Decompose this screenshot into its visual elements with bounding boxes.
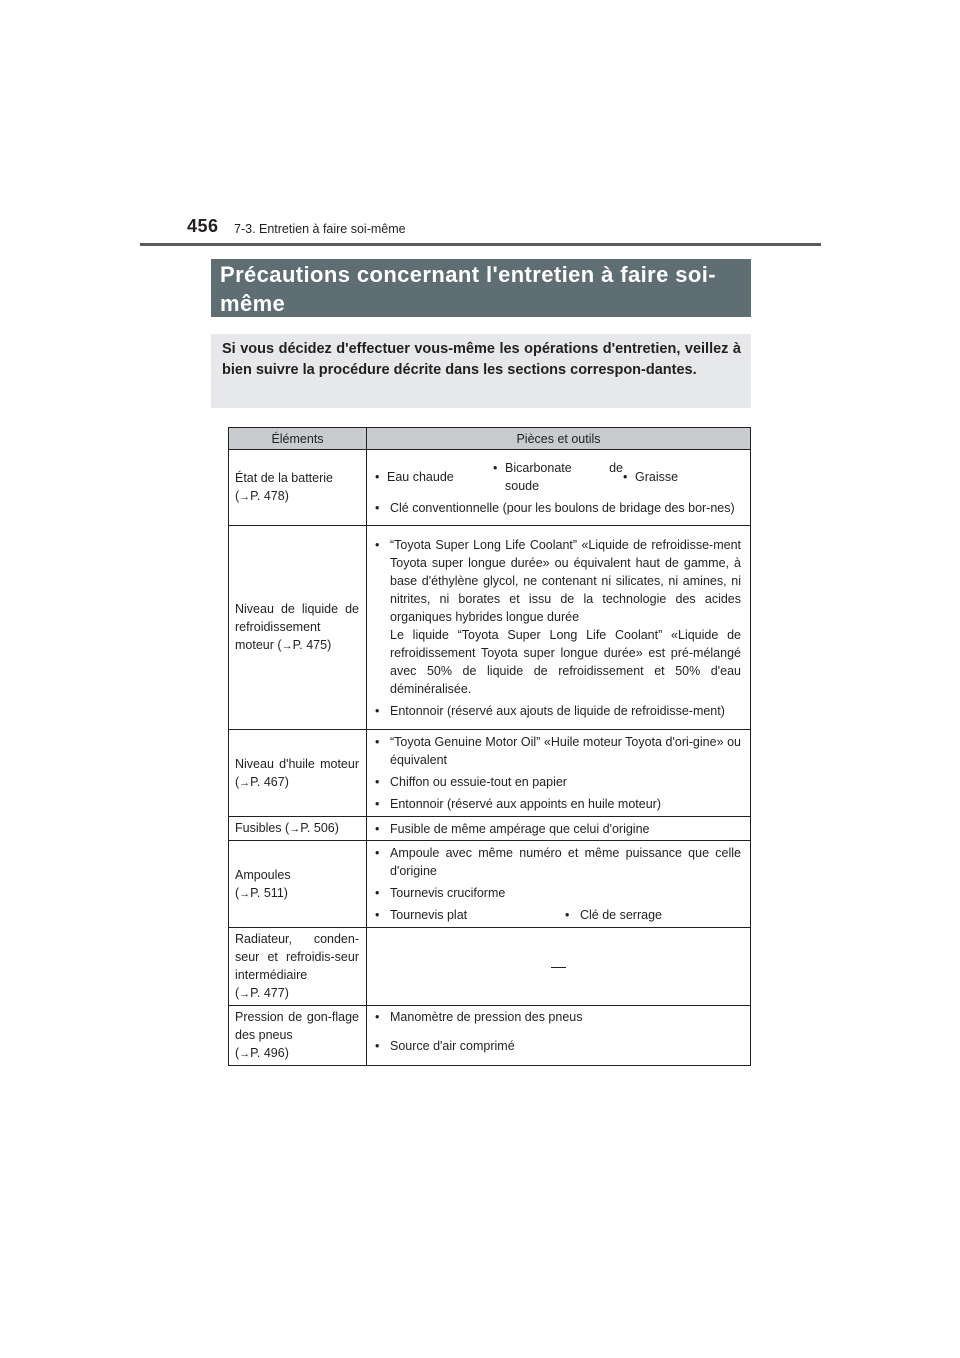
em-dash-icon (551, 967, 566, 968)
bullet-icon: • (375, 908, 380, 922)
item-cell (229, 1006, 367, 1066)
tool-item: Clé conventionnelle (pour les boulons de bridage des bor-nes) (390, 500, 735, 515)
tool-item: Chiffon ou essuie-tout en papier (390, 775, 567, 789)
tool-bullet (375, 536, 741, 626)
tool-item: “Toyota Genuine Motor Oil” «Huile moteur Toyota d'ori-gine» ou équivalent (390, 735, 741, 767)
tool-item: Fusible de même ampérage que celui d'origine (390, 821, 650, 836)
table-row (229, 1006, 751, 1066)
arrow-icon: → (239, 988, 251, 1000)
item-label: Ampoules (235, 867, 291, 882)
bullet-icon: • (375, 886, 380, 900)
page-reference: (→P. 511) (235, 885, 288, 900)
tool-bullet (375, 1008, 741, 1026)
bullet-icon: • (623, 469, 628, 484)
page-reference: (→P. 496) (235, 1046, 289, 1060)
bullet-icon: • (375, 821, 380, 836)
bullet-icon: • (375, 1039, 380, 1053)
tool-item: Entonnoir (réservé aux ajouts de liquide de refroidisse-ment) (390, 703, 725, 718)
tool-bullet (375, 773, 741, 791)
item-label: Niveau de liquide de refroidissement moteur (235, 602, 359, 652)
tools-table (228, 427, 751, 1066)
tool-item: Graisse (635, 469, 679, 484)
page-reference: (→P. 467) (235, 774, 289, 789)
item-cell (229, 817, 367, 841)
table-row (229, 928, 751, 1006)
page-reference: (→P. 475) (277, 638, 332, 652)
tool-bullet (375, 884, 741, 902)
tool-item: Tournevis cruciforme (390, 886, 506, 900)
tool-item: Eau chaude (387, 469, 454, 484)
tool-note-text: Le liquide “Toyota Super Long Life Coolant” «Liquide de refroidissement Toyota super longue durée» est pré-mélangé avec 50% de liquide de refroidissement et 50% d'eau déminéralisée. (390, 627, 741, 696)
arrow-icon: → (239, 1048, 251, 1060)
tool-item: Source d'air comprimé (390, 1039, 515, 1053)
tools-cell (367, 841, 751, 928)
tools-cell (367, 450, 751, 526)
table-header-row (229, 428, 751, 450)
header-rule (140, 243, 821, 246)
arrow-icon: → (239, 887, 251, 900)
page-reference: (→P. 478) (235, 489, 289, 503)
bullet-icon: • (375, 469, 380, 484)
tool-bullet (375, 1037, 741, 1055)
header-parts-tools: Pièces et outils (367, 428, 751, 450)
tools-cell (367, 817, 751, 841)
tool-item: Clé de serrage (580, 908, 662, 922)
tool-item: Bicarbonate de soude (505, 460, 623, 493)
table-row (229, 450, 751, 526)
page-reference: (→P. 477) (235, 986, 289, 1000)
tools-inline-row (375, 459, 741, 495)
tool-item: Tournevis plat (390, 908, 468, 922)
bullet-icon: • (375, 735, 380, 749)
item-cell (229, 450, 367, 526)
tools-cell (367, 1006, 751, 1066)
tool-item: Manomètre de pression des pneus (390, 1010, 583, 1024)
tools-cell-empty (367, 928, 751, 1006)
tools-cell (367, 526, 751, 730)
tool-bullet (375, 820, 741, 838)
arrow-icon: → (281, 640, 293, 652)
section-reference: 7-3. Entretien à faire soi-même (234, 222, 406, 236)
table-row (229, 526, 751, 730)
intro-box: Si vous décidez d'effectuer vous-même les opérations d'entretien, veillez à bien suivre la procédure décrite dans les sections correspon-dantes. (211, 334, 751, 408)
page-reference: (→P. 506) (285, 821, 339, 835)
bullet-icon: • (375, 703, 380, 718)
tool-bullet (375, 702, 741, 720)
item-cell (229, 730, 367, 817)
tool-bullet (375, 795, 741, 813)
tool-item: Ampoule avec même numéro et même puissance que celle d'origine (390, 846, 741, 878)
page-number: 456 (187, 216, 219, 236)
tool-note (375, 626, 741, 698)
item-label: Fusibles (235, 821, 282, 835)
item-label: Niveau d'huile moteur (235, 756, 359, 771)
tool-item: “Toyota Super Long Life Coolant” «Liquide de refroidisse-ment Toyota super longue durée» ou équivalent haut de gamme, à base d'éthylène glycol, ne contenant ni silicates, ni amines, ni nitrites, ni borates et issu de la technologie des acides organiques hybrides longue durée (390, 537, 741, 624)
bullet-icon: • (493, 460, 498, 475)
item-label: Pression de gon-flage des pneus (235, 1010, 359, 1042)
arrow-icon: → (289, 823, 301, 835)
bullet-icon: • (375, 775, 380, 789)
table-row (229, 841, 751, 928)
bullet-icon: • (375, 1010, 380, 1024)
arrow-icon: → (239, 491, 251, 503)
bullet-icon: • (375, 846, 380, 860)
bullet-icon: • (375, 500, 380, 515)
tool-bullet (375, 733, 741, 769)
item-cell (229, 526, 367, 730)
bullet-icon: • (375, 537, 380, 552)
bullet-icon: • (375, 797, 380, 811)
item-cell (229, 841, 367, 928)
tools-cell (367, 730, 751, 817)
item-cell (229, 928, 367, 1006)
bullet-icon: • (565, 908, 570, 922)
table-row (229, 817, 751, 841)
table-row (229, 730, 751, 817)
header-items: Éléments (229, 428, 367, 450)
tool-bullet (375, 844, 741, 880)
tool-item: Entonnoir (réservé aux appoints en huile moteur) (390, 797, 661, 811)
item-label: Radiateur, conden-seur et refroidis-seur intermédiaire (235, 932, 359, 982)
tool-bullet (375, 499, 741, 517)
section-title: Précautions concernant l'entretien à faire soi-même (211, 259, 751, 317)
arrow-icon: → (239, 776, 251, 789)
item-label: État de la batterie (235, 471, 333, 485)
tools-inline-row (375, 906, 741, 924)
